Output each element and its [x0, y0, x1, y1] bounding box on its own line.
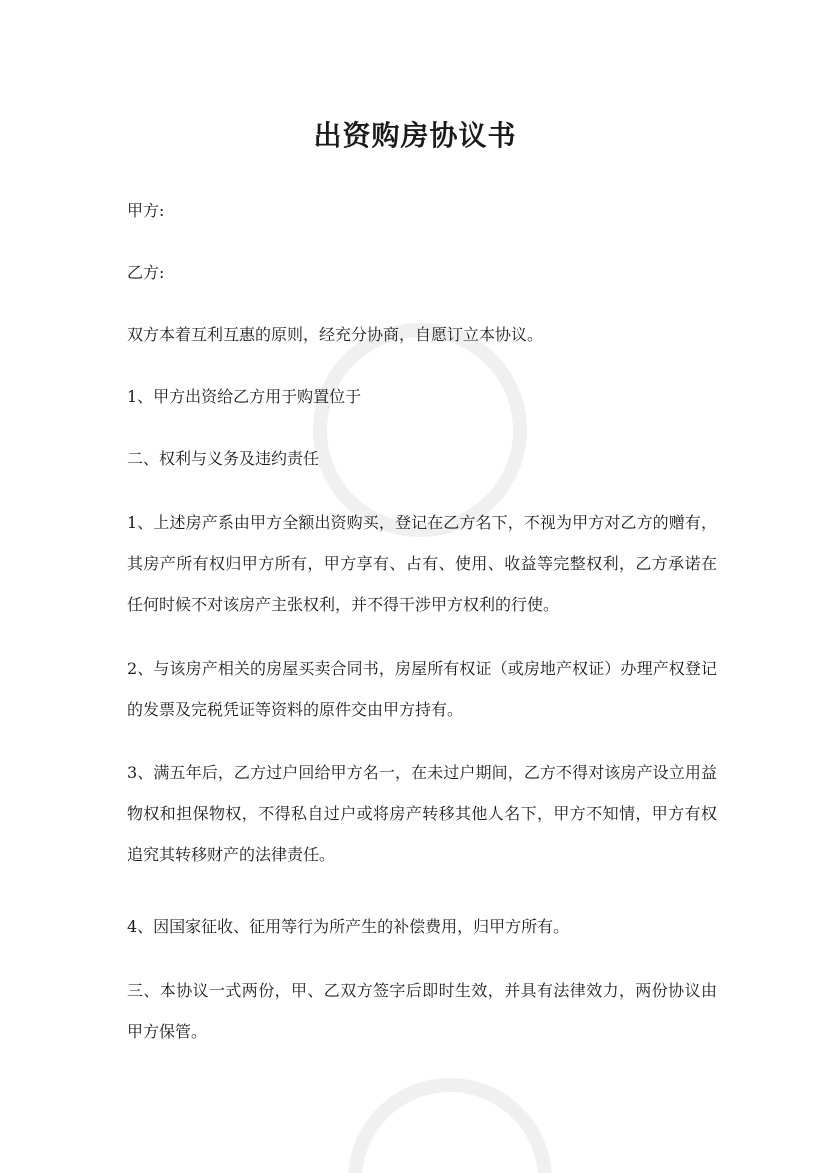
- document-title: 出资购房协议书: [313, 119, 517, 152]
- party-b-line: 乙方:: [127, 263, 165, 282]
- clause-1: 1、甲方出资给乙方用于购置位于: [127, 387, 362, 406]
- clause-2-4: 4、因国家征收、征用等行为所产生的补偿费用，归甲方所有。: [127, 917, 570, 936]
- intro-paragraph: 双方本着互利互惠的原则，经充分协商，自愿订立本协议。: [127, 325, 544, 344]
- party-a-line: 甲方:: [127, 201, 165, 220]
- section-3: 三、本协议一式两份，甲、乙双方签字后即时生效，并具有法律效力，两份协议由甲方保管。: [127, 981, 717, 1041]
- clause-2-2: 2、与该房产相关的房屋买卖合同书，房屋所有权证（或房地产权证）办理产权登记的发票及完税凭证等资料的原件交由甲方持有。: [127, 659, 717, 719]
- clause-2-3: 3、满五年后，乙方过户回给甲方名一，在未过户期间，乙方不得对该房产设立用益物权和担保物权，不得私自过户或将房产转移其他人名下，甲方不知情，甲方有权追究其转移财产的法律责任。: [127, 763, 717, 864]
- section-2-heading: 二、权利与义务及违约责任: [127, 449, 320, 468]
- watermark-logo-bottom: [330, 1060, 570, 1173]
- clause-2-1: 1、上述房产系由甲方全额出资购买，登记在乙方名下，不视为甲方对乙方的赠有，其房产所有权归甲方所有，甲方享有、占有、使用、收益等完整权利，乙方承诺在任何时候不对该房产主张权利，并不得干涉甲方权利的行使。: [127, 513, 717, 614]
